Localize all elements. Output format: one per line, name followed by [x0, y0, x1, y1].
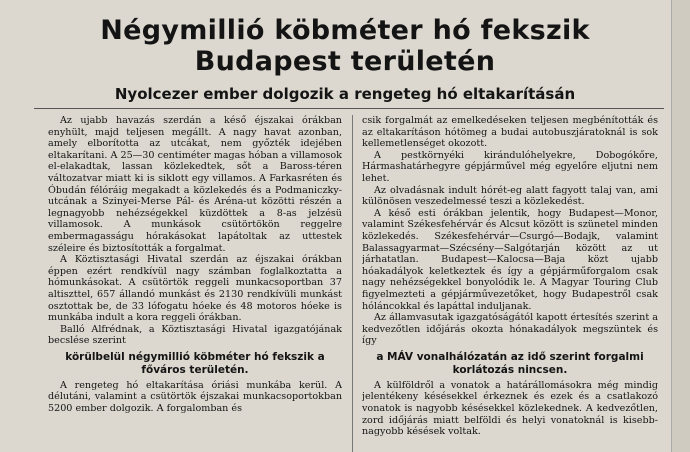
adjacent-page-edge [671, 0, 690, 452]
paragraph: A külföldről a vonatok a határállomásokra még mindig jelentékeny késésekkel érkeznek és ezek és a csatlakozó vonatok is nagyobb késésekkel közlekednek. A kedvezőtlen, zord időjárás miatt belföldi és helyi vonatoknál is kisebb-nagyobb késések voltak. [362, 379, 658, 438]
paragraph: A késő esti órákban jelentik, hogy Budapest—Monor, valamint Székesfehérvár és Alcsut között is szünetel minden közlekedés. Székesfehérvár—Csurgó—Bodajk, valamint Balassagyarmat—Szécsény—Salgótarján között az ut járhatatlan. Budapest—Kalocsa—Baja közt ujabb hóakadályok keletkeztek és így a gépjárműforgalom csak nagy nehézségekkel bonyolódik le. A Magyar Touring Club figyelmezteti a gépjárművezetőket, hogy Budapestről csak hóláncokkal és lapáttal induljanak. [362, 207, 658, 312]
headline-line-2: Budapest területén [194, 46, 496, 77]
paragraph: A Köztisztasági Hivatal szerdán az éjszakai órákban éppen ezért rendkívül nagy számban foglalkoztatta a hómunkásokat. A csütörtök reggeli munkacsoportban 37 altiszttel, 657 állandó munkást és 2130 rendkívüli munkást osztottak be, de 33 lófogatu hóeke és 48 motoros hóeke is munkába indult a kora reggeli órákban. [48, 254, 342, 324]
article-column-left [48, 115, 342, 452]
subheadline: Nyolcezer ember dolgozik a rengeteg hó eltakarításán [114, 85, 576, 103]
headline-line-1: Négymillió köbméter hó fekszik [100, 15, 590, 46]
paragraph: Az olvadásnak indult hórét-eg alatt fagyott talaj van, ami különösen veszedelmessé teszi a közlekedést. [362, 184, 658, 208]
paragraph: Az ujabb havazás szerdán a késő éjszakai órákban enyhült, majd teljesen megállt. A nagy havat azonban, amely elborította az utcákat, nem győzték idejében eltakarítani. A 25—30 centiméter magas hóban a villamosok el-elakadtak, lassan közlekedtek, sőt a Baross-téren változatvar miatt ki is siklott egy villamos. A Farkasréten és Óbudán félóráig megakadt a közlekedés és a Podmaniczky-utcának a Szinyei-Merse Pál- és Aréna-ut közötti részén a legnagyobb nehézségekkel küzdöttek a 8-as jelzésü villamosok. A munkások csütörtökön reggelre embermagasságu hórakásokat lapátoltak az uttestek széleire és biztosították a forgalmat. [48, 115, 342, 254]
article-column-right [362, 115, 658, 452]
paragraph: Az államvasutak igazgatóságától kapott értesítés szerint a kedvezőtlen időjárás okozta hónakadályok megszüntek és így [362, 312, 658, 347]
paragraph: csik forgalmát az emelkedéseken teljesen megbénították és az eltakarításon hótömeg a budai autobuszjáratoknál is sok kellemetlenséget okozott. [362, 115, 658, 150]
paragraph: Balló Alfrédnak, a Köztisztasági Hivatal igazgatójának becslése szerint [48, 323, 342, 347]
section-heading: körülbelül négymillió köbméter hó fekszik a főváros területén. [65, 350, 325, 376]
header-rule [34, 108, 664, 109]
paragraph: A rengeteg hó eltakarítása óriási munkába kerül. A délutáni, valamint a csütörtök éjszakai munkacsoportokban 5200 ember dolgozik. A forgalomban és [48, 379, 342, 415]
section-heading: a MÁV vonalhálózatán az idő szerint forgalmi korlátozás nincsen. [376, 350, 644, 376]
paragraph: A pestkörnyéki kirándulóhelyekre, Dobogókőre, Hármashatárhegyre gépjárművel még egyelőre eljutni nem lehet. [362, 149, 658, 184]
column-divider [352, 115, 353, 452]
